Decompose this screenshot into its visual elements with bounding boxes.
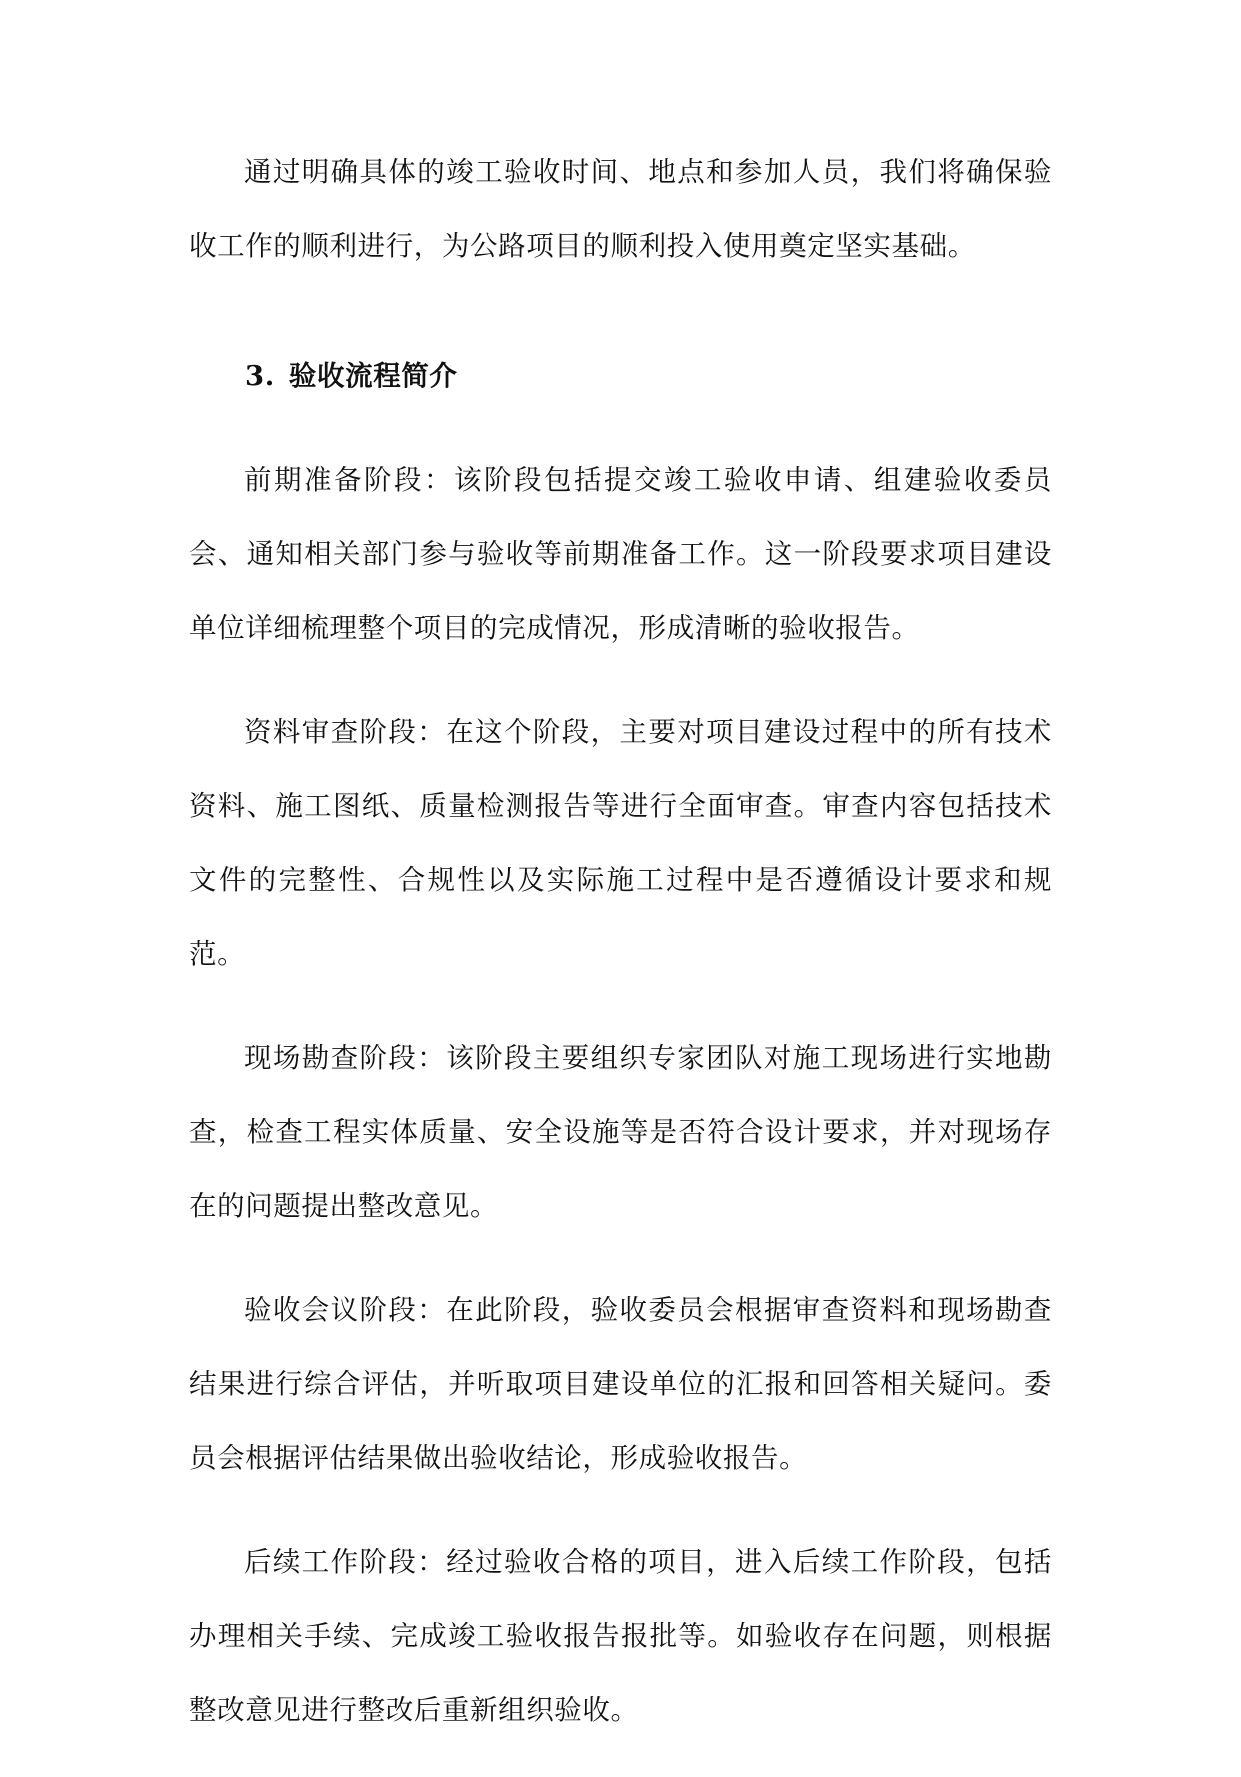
paragraph-follow-up-stage: 后续工作阶段：经过验收合格的项目，进入后续工作阶段，包括办理相关手续、完成竣工验收报告报批等。如验收存在问题，则根据整改意见进行整改后重新组织验收。 xyxy=(189,1546,1052,1726)
paragraph-site-inspection-stage: 现场勘查阶段：该阶段主要组织专家团队对施工现场进行实地勘查，检查工程实体质量、安全设施等是否符合设计要求，并对现场存在的问题提出整改意见。 xyxy=(189,1042,1052,1222)
paragraph-preparation-stage: 前期准备阶段：该阶段包括提交竣工验收申请、组建验收委员会、通知相关部门参与验收等前期准备工作。这一阶段要求项目建设单位详细梳理整个项目的完成情况，形成清晰的验收报告。 xyxy=(189,464,1052,644)
section-heading xyxy=(189,339,1052,413)
section-number: 3. xyxy=(245,360,275,392)
paragraph-intro: 通过明确具体的竣工验收时间、地点和参加人员，我们将确保验收工作的顺利进行，为公路项目的顺利投入使用奠定坚实基础。 xyxy=(189,156,1052,262)
document-page xyxy=(189,135,1052,1777)
paragraph-acceptance-meeting-stage: 验收会议阶段：在此阶段，验收委员会根据审查资料和现场勘查结果进行综合评估，并听取项目建设单位的汇报和回答相关疑问。委员会根据评估结果做出验收结论，形成验收报告。 xyxy=(189,1294,1052,1474)
paragraph-document-review-stage: 资料审查阶段：在这个阶段，主要对项目建设过程中的所有技术资料、施工图纸、质量检测报告等进行全面审查。审查内容包括技术文件的完整性、合规性以及实际施工过程中是否遵循设计要求和规范。 xyxy=(189,716,1052,970)
section-title: 验收流程简介 xyxy=(288,360,458,392)
